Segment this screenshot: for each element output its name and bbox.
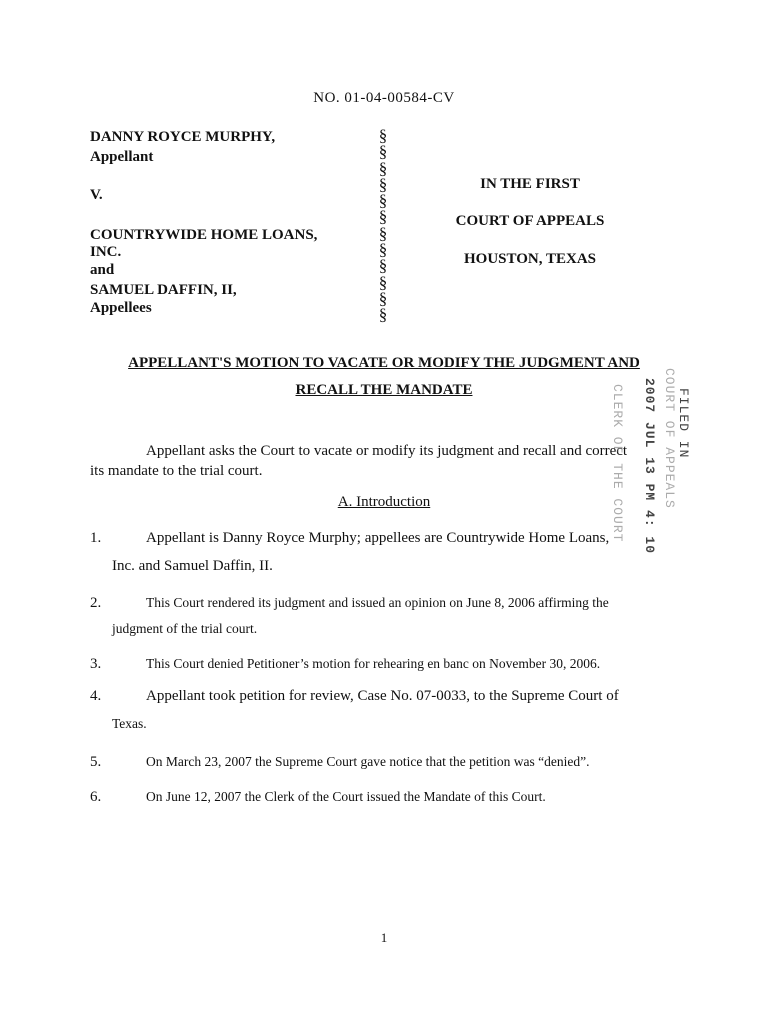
section-symbol: § — [378, 305, 388, 325]
item-text: This Court rendered its judgment and issued an opinion on June 8, 2006 affirming the — [146, 595, 609, 610]
stamp-filed-line1: FILED IN — [676, 388, 691, 459]
intro-paragraph-line2: its mandate to the trial court. — [90, 463, 263, 479]
item-number: 3. — [90, 656, 102, 672]
appellee1-line2: INC. — [90, 244, 122, 260]
stamp-clerk: CLERK OF THE COURT — [610, 384, 625, 543]
appellee2: SAMUEL DAFFIN, II, — [90, 282, 237, 298]
section-symbol-column — [368, 128, 398, 324]
appellant-role: Appellant — [90, 149, 154, 165]
section-symbol: § — [378, 256, 388, 276]
section-symbol: § — [378, 272, 388, 292]
motion-title-line2: RECALL THE MANDATE — [295, 382, 473, 398]
stamp-filed-line2: COURT OF APPEALS — [662, 368, 677, 509]
item-number: 1. — [90, 530, 102, 546]
item-number: 6. — [90, 789, 102, 805]
intro-paragraph-line1: Appellant asks the Court to vacate or modify its judgment and recall and correct — [146, 443, 628, 459]
section-symbol: § — [378, 126, 388, 145]
item-number: 4. — [90, 688, 102, 704]
item-text-continued: Texas. — [112, 716, 147, 731]
versus: V. — [90, 187, 103, 203]
item-text-continued: judgment of the trial court. — [112, 621, 258, 636]
section-symbol: § — [378, 223, 388, 243]
appellees-role: Appellees — [90, 300, 152, 316]
section-heading: A. Introduction — [337, 494, 431, 510]
case-number: NO. 01-04-00584-CV — [313, 90, 455, 106]
section-symbol: § — [378, 174, 388, 194]
court-line1: IN THE FIRST — [480, 176, 580, 192]
item-text: On June 12, 2007 the Clerk of the Court issued the Mandate of this Court. — [146, 789, 546, 804]
item-text: This Court denied Petitioner’s motion for rehearing en banc on November 30, 2006. — [146, 656, 601, 671]
motion-title-line1: APPELLANT'S MOTION TO VACATE OR MODIFY THE JUDGMENT AND — [128, 355, 640, 371]
item-text: Appellant took petition for review, Case No. 07-0033, to the Supreme Court of — [146, 688, 619, 704]
item-text-continued: Inc. and Samuel Daffin, II. — [112, 558, 273, 574]
filing-stamp — [600, 368, 700, 555]
section-symbol: § — [378, 191, 388, 211]
section-symbol: § — [378, 207, 388, 227]
item-number: 2. — [90, 595, 102, 611]
item-text: Appellant is Danny Royce Murphy; appellees are Countrywide Home Loans, — [146, 530, 610, 546]
appellant-name: DANNY ROYCE MURPHY, — [90, 129, 276, 145]
court-line3: HOUSTON, TEXAS — [464, 251, 596, 267]
item-number: 5. — [90, 754, 102, 770]
section-symbol: § — [378, 240, 388, 260]
stamp-date: 2007 JUL 13 PM 4: 10 — [642, 378, 657, 555]
page-number: 1 — [380, 930, 388, 945]
conjunction: and — [90, 262, 115, 278]
item-text: On March 23, 2007 the Supreme Court gave notice that the petition was “denied”. — [146, 754, 590, 769]
section-symbol: § — [378, 142, 388, 162]
appellee1-line1: COUNTRYWIDE HOME LOANS, — [90, 227, 318, 243]
section-symbol: § — [378, 288, 388, 308]
court-line2: COURT OF APPEALS — [455, 213, 605, 229]
section-symbol: § — [378, 158, 388, 178]
